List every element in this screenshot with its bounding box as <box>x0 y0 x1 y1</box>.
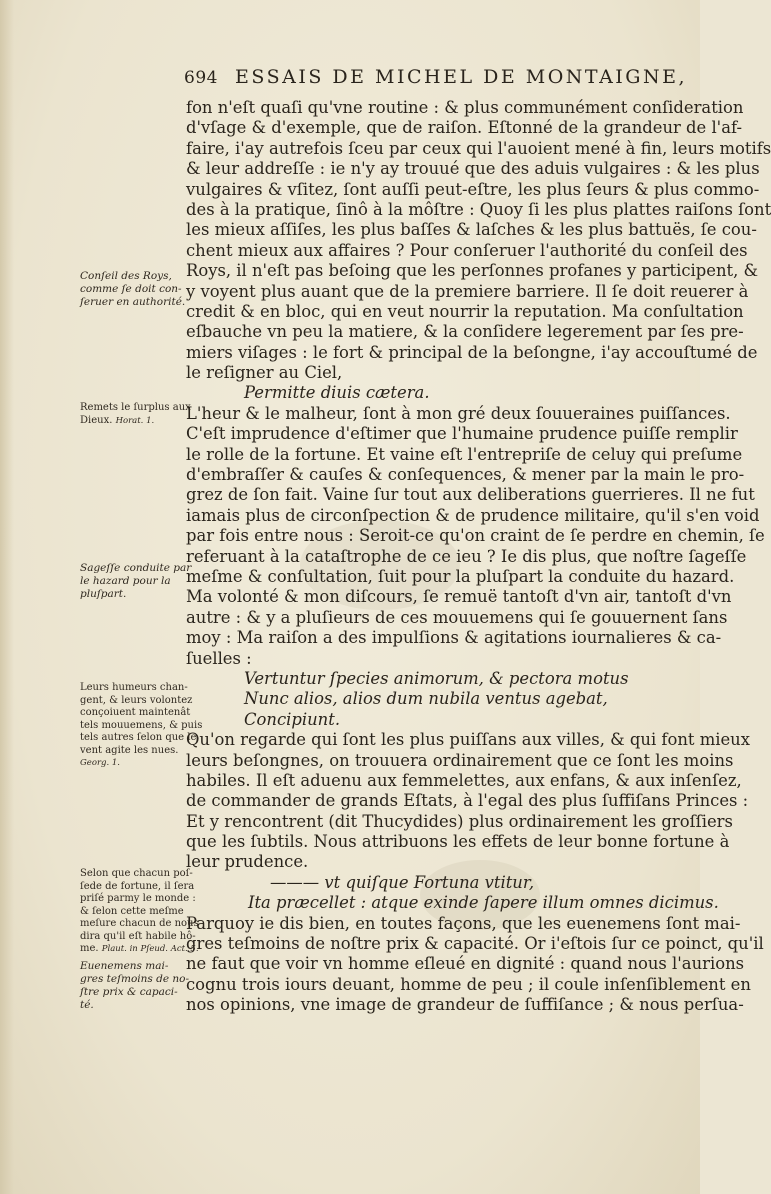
latin-quotation: ——— vt quiſque Fortuna vtitur, <box>270 872 535 892</box>
margin-note-line: priſé parmy le monde : <box>80 893 196 904</box>
text-line: y voyent plus auant que de la premiere barriere. Il ſe doit reuerer à <box>186 281 749 301</box>
essay-text <box>186 98 771 1016</box>
margin-note-line: & ſelon cette meſme <box>80 905 184 917</box>
margin-note-humeurs <box>80 682 203 770</box>
latin-quotation: Vertuntur ſpecies animorum, & pectora motus <box>244 668 629 688</box>
latin-quotation: Ita præcellet : atque exinde ſapere illum omnes dicimus. <box>248 893 719 913</box>
margin-note-line: Euenemens mai- <box>80 960 169 972</box>
text-line: C'eſt imprudence d'eſtimer que l'humaine prudence puiſſe remplir <box>186 424 738 444</box>
text-line: meſme & conſultation, ſuit pour la pluſpart la conduite du hazard. <box>186 566 735 586</box>
margin-note-line: Selon que chacun poſ- <box>80 868 193 879</box>
text-line: gres teſmoins de noſtre prix & capacité. Or i'eſtois ſur ce poinct, qu'il <box>186 934 764 954</box>
text-line: leurs beſongnes, on trouuera ordinairement que ce ſont les moins <box>186 750 734 770</box>
text-line: L'heur & le malheur, ſont à mon gré deux ſouueraines puiſſances. <box>186 403 731 423</box>
margin-note-line: le hazard pour la <box>80 575 171 587</box>
text-line: que les ſubtils. Nous attribuons les effets de leur bonne fortune à <box>186 832 730 852</box>
margin-note-line: tels mouuemens, & puis <box>80 719 203 731</box>
text-line: habiles. Il eſt aduenu aux femmelettes, aux enfans, & aux inſenſez, <box>186 770 742 790</box>
margin-note-line: Remets le ſurplus aux <box>80 402 191 413</box>
text-line: grez de ſon fait. Vaine ſur tout aux deliberations guerrieres. Il ne fut <box>186 485 755 505</box>
margin-note-line: vent agite les nues. <box>80 744 179 756</box>
text-line: & leur addreſſe : ie n'y ay trouué que des aduis vulgaires : & les plus <box>186 159 760 179</box>
margin-note-sagesse <box>80 562 190 601</box>
margin-note-line: Dieux. Horat. 1. <box>80 414 155 426</box>
margin-note-conseil <box>80 270 190 309</box>
text-line: credit & en bloc, qui en veut nourrir la reputation. Ma conſultation <box>186 301 744 321</box>
text-line: referuant à la cataſtrophe de ce ieu ? Ie dis plus, que noſtre ſageſſe <box>186 546 747 566</box>
margin-note-line: conçoiuent maintenât <box>80 707 191 718</box>
text-line: Roys, il n'eſt pas beſoing que les perſonnes profanes y participent, & <box>186 261 759 281</box>
text-line: ſuelles : <box>186 648 252 668</box>
margin-note-line: gres teſmoins de no- <box>80 973 190 985</box>
margin-note-line: gent, & leurs volontez <box>80 694 193 706</box>
text-line: nos opinions, vne image de grandeur de ſuffiſance ; & nous perſua- <box>186 995 744 1015</box>
margin-note-selon <box>80 868 199 956</box>
source-reference: Plaut. in Pſeud. Act. 5. <box>101 944 199 954</box>
page-number: 694 <box>184 68 218 88</box>
text-line: eſbauche vn peu la matiere, & la conſidere legerement par ſes pre- <box>186 322 744 342</box>
latin-quotation: Concipiunt. <box>244 709 341 729</box>
text-line: des à la pratique, ſinô à la môſtre : Quoy ſi les plus plattes raiſons ſont <box>186 199 771 219</box>
margin-note-line: tels autres ſelon que le <box>80 732 197 743</box>
text-line: leur prudence. <box>186 852 309 872</box>
text-line: fon n'eſt quaſi qu'vne routine : & plus communément conſideration <box>186 98 744 117</box>
running-title: ESSAIS DE MICHEL DE MONTAIGNE, <box>235 66 688 88</box>
text-line: moy : Ma raiſon a des impulſions & agitations iournalieres & ca- <box>186 628 722 648</box>
margin-note-line: ſeruer en authorité. <box>80 296 186 308</box>
margin-note-line: dira qu'il eſt habile hô- <box>80 930 196 942</box>
text-line: Parquoy ie dis bien, en toutes façons, que les euenemens ſont mai- <box>186 913 741 933</box>
text-line: faire, i'ay autrefois ſceu par ceux qui l'auoient mené à fin, leurs motifs <box>186 138 771 158</box>
text-line: cognu trois iours deuant, homme de peu ; il coule inſenſiblement en <box>186 974 751 994</box>
text-line: le rolle de la fortune. Et vaine eſt l'entrepriſe de celuy qui preſume <box>186 444 743 464</box>
text-line: par fois entre nous : Seroit-ce qu'on craint de ſe perdre en chemin, ſe <box>186 526 765 546</box>
margin-note-line: meſure chacun de nous <box>80 918 199 929</box>
margin-note-line: ſede de fortune, il ſera <box>80 880 195 892</box>
margin-note-line: me. Plaut. in Pſeud. Act. 5. <box>80 943 199 954</box>
text-line: miers viſages : le fort & principal de la beſongne, i'ay accouſtumé de <box>186 342 758 362</box>
margin-note-line: pluſpart. <box>80 588 127 600</box>
text-line: Qu'on regarde qui ſont les plus puiſſans aux villes, & qui font mieux <box>186 730 750 750</box>
text-line: d'embraſſer & cauſes & conſequences, & mener par la main le pro- <box>186 465 745 485</box>
text-line: ne faut que voir vn homme eſleué en dignité : quand nous l'aurions <box>186 954 745 974</box>
text-line: autre : & y a pluſieurs de ces mouuemens qui ſe gouuernent ſans <box>186 607 728 627</box>
text-line: vulgaires & vſitez, ſont auſſi peut-eſtre, les plus ſeurs & plus commo- <box>186 179 760 199</box>
margin-note-line: comme ſe doit con- <box>80 283 182 295</box>
text-line: iamais plus de circonſpection & de prudence militaire, qu'il s'en void <box>186 505 760 525</box>
margin-note-line: Sageſſe conduite par <box>80 562 192 574</box>
margin-note-remets <box>80 402 190 427</box>
latin-quotation: Permitte diuis cætera. <box>244 383 430 403</box>
source-reference: Georg. 1. <box>80 758 120 768</box>
text-line: Et y rencontrent (dit Thucydides) plus ordinairement les groſſiers <box>186 811 733 831</box>
text-line: chent mieux aux affaires ? Pour conſeruer l'authorité du conſeil des <box>186 240 748 260</box>
page-gutter-shadow <box>0 0 14 1194</box>
margin-note-line: té. <box>80 999 94 1011</box>
margin-note-line: Conſeil des Roys, <box>80 270 172 282</box>
text-line: de commander de grands Eſtats, à l'egal des plus ſuffiſans Princes : <box>186 791 749 811</box>
source-reference: Horat. 1. <box>115 415 155 426</box>
text-line: d'vſage & d'exemple, que de raiſon. Eſtonné de la grandeur de l'af- <box>186 118 742 138</box>
margin-note-line: ſtre prix & capaci- <box>80 986 178 998</box>
page-header <box>184 66 688 96</box>
text-line: le reſigner au Ciel, <box>186 363 343 383</box>
text-line: les mieux aſſiſes, les plus baſſes & laſches & les plus battuës, ſe cou- <box>186 220 757 240</box>
margin-note-euenemens <box>80 960 190 1012</box>
latin-quotation: Nunc alios, alios dum nubila ventus agebat, <box>244 689 608 709</box>
margin-note-line: Leurs humeurs chan- <box>80 682 188 693</box>
text-line: Ma volonté & mon diſcours, ſe remuë tantoſt d'vn air, tantoſt d'vn <box>186 587 732 607</box>
